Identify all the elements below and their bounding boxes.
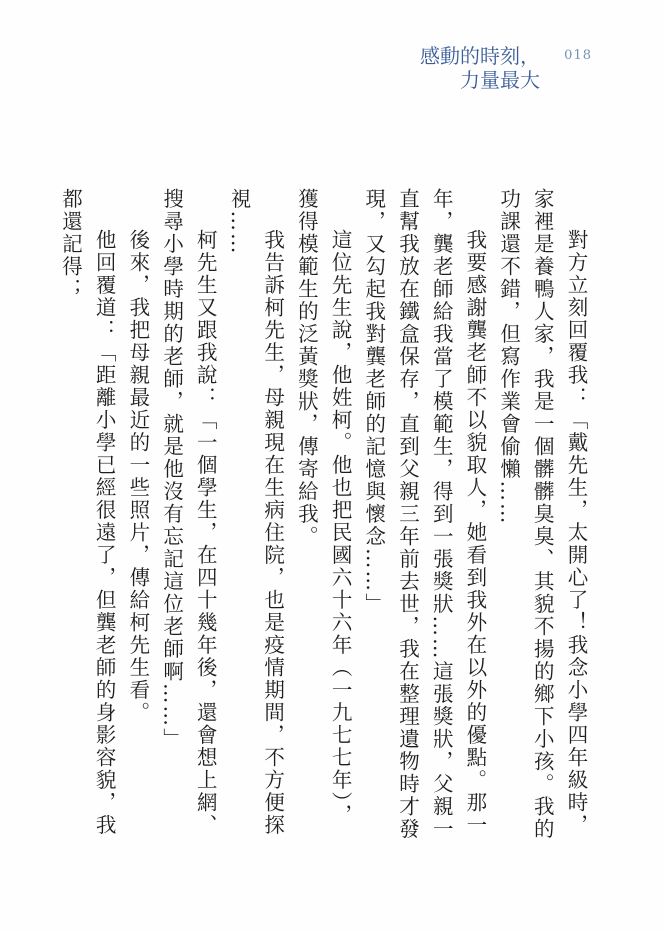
chapter-title-line-2: 力量最大	[460, 68, 540, 92]
paragraph-5: 柯先生又跟我說：「一個學生，在四十幾年後，還會想上網、搜尋小學時期的老師，就是他沒有忘記這位老師啊……」	[159, 188, 218, 837]
paragraph-7: 他回覆道：「距離小學已經很遠了，但龔老師的身影容貌，我都還記得；	[58, 188, 117, 837]
paragraph-6: 後來，我把母親最近的一些照片，傳給柯先生看。	[125, 229, 150, 724]
paragraph-2: 我要感謝龔老師不以貌取人，她看到我外在以外的優點。那一年，龔老師給我當了模範生，得到一張獎狀……這張獎狀，父親一直幫我放在鐵盒保存，直到父親三年前去世，我在整理遺物時才發現，又勾起我對龔老師的記憶與懷念……」	[361, 188, 487, 841]
paragraph-1: 對方立刻回覆我：「戴先生，太開心了！我念小學四年級時，家裡是養鴨人家，我是一個髒髒臭臭、其貌不揚的鄉下小孩。我的功課還不錯，但寫作業會偷懶……	[496, 188, 588, 841]
paragraph-4: 我告訴柯先生，母親現在生病住院，也是疫情期間，不方便探視……	[226, 188, 285, 837]
page-number: 018	[564, 48, 592, 63]
chapter-title	[420, 44, 540, 92]
paragraph-3: 這位先生說，他姓柯。他也把民國六十六年（一九七七年），獲得模範生的泛黃獎狀，傳寄給我。	[294, 188, 353, 827]
chapter-title-line-1: 感動的時刻，	[420, 44, 540, 68]
body-text	[58, 188, 592, 848]
running-head	[404, 44, 592, 100]
